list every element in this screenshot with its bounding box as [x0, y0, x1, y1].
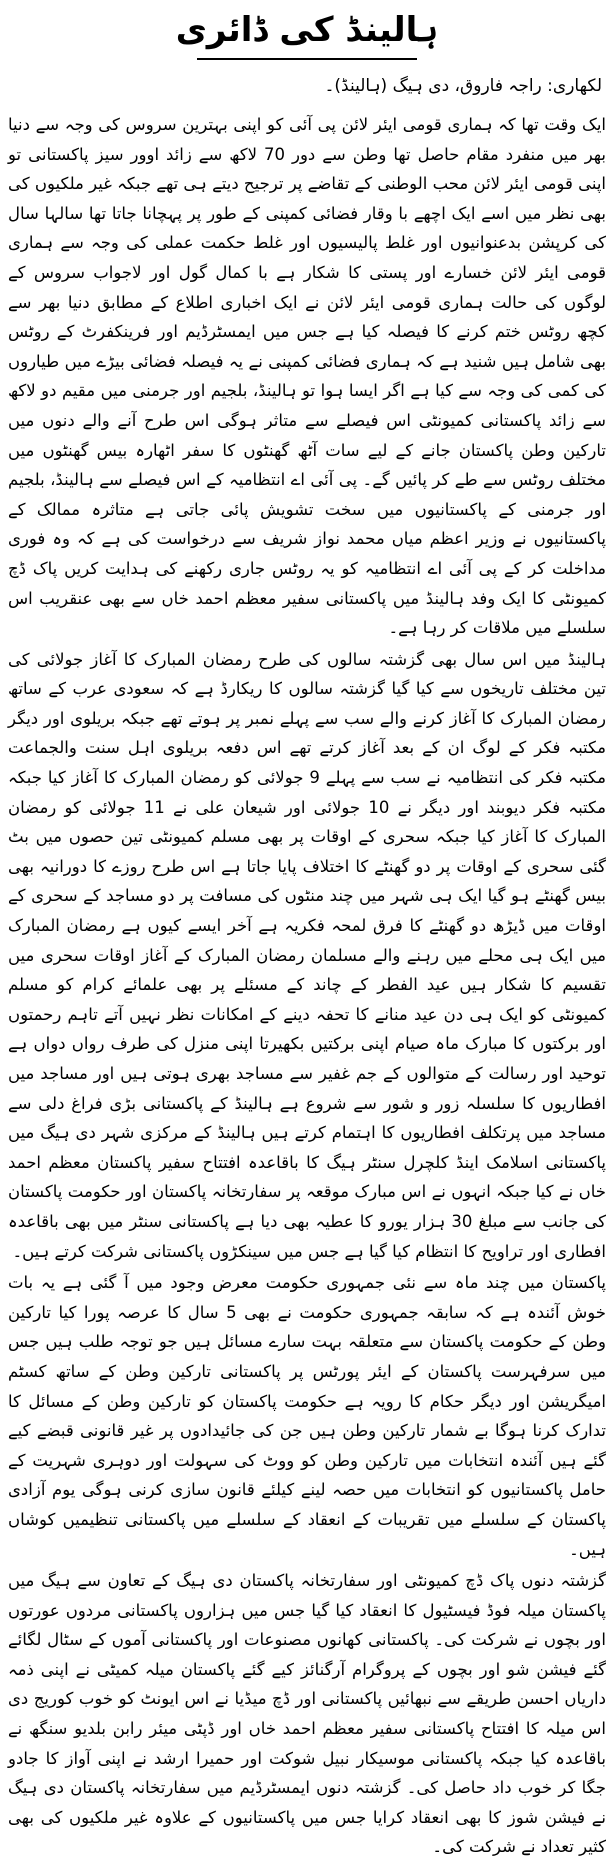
article-byline: لکھاری: راجہ فاروق، دی ہیگ (ہالینڈ)۔	[324, 76, 602, 96]
title-underline	[197, 58, 417, 60]
article-paragraph: ایک وقت تھا کہ ہماری قومی ایئر لائن پی آئی کو اپنی بہترین سروس کی وجہ سے دنیا بھر میں منفرد مقام حاصل تھا وطن سے دور 70 لاکھ سے زائد اوور سیز پاکستانی تو اپنی قومی ایئر لائن محب الوطنی کے تقاضے پر ترجیح دیتے ہی تھے جبکہ غیر ملکیوں کی بھی نظر میں اسے ایک اچھے با وقار فضائی کمپنی کے طور پر پہچانا جاتا تھا سالہا سال کی کرپشن بدعنوانیوں اور غلط پالیسیوں اور غلط حکمت عملی کی وجہ سے ہماری قومی ایئر لائن خسارے اور پستی کا شکار ہے با کمال گول اور لاجواب سروس کے لوگوں کی حالت ہماری قومی ایئر لائن نے ایک اخباری اطلاع کے مطابق دنیا بھر سے کچھ روٹس ختم کرنے کا فیصلہ کیا ہے جس میں ایمسٹرڈیم اور فرینکفرٹ کے روٹس بھی شامل ہیں شنید ہے کہ ہماری فضائی کمپنی نے یہ فیصلہ فضائی بیڑے میں طیاروں کی کمی کی وجہ سے کیا ہے اگر ایسا ہوا تو ہالینڈ، بلجیم اور جرمنی میں مقیم دو لاکھ سے زائد پاکستانی کمیونٹی اس فیصلے سے متاثر ہوگی اس طرح آنے والے دنوں میں تارکین وطن پاکستان جانے کے لیے سات آٹھ گھنٹوں کا سفر اٹھارہ بیس گھنٹوں میں مختلف روٹس سے طے کر پائیں گے۔ پی آئی اے انتظامیہ کے اس فیصلے سے ہالینڈ، بلجیم اور جرمنی کے پاکستانیوں میں سخت تشویش پائی جاتی ہے متاثرہ ممالک کے پاکستانیوں نے وزیر اعظم میاں محمد نواز شریف سے درخواست کی ہے کہ وہ فوری مداخلت کر کے پی آئی اے انتظامیہ کو یہ روٹس جاری رکھنے کی ہدایت کریں پاک ڈچ کمیونٹی کا ایک وفد ہالینڈ میں پاکستانی سفیر معظم احمد خاں سے بھی عنقریب اس سلسلے میں ملاقات کر رہا ہے۔	[8, 115, 607, 638]
article-paragraph: گزشتہ دنوں پاک ڈچ کمیونٹی اور سفارتخانہ پاکستان دی ہیگ کے تعاون سے ہیگ میں پاکستان میلہ فوڈ فیسٹیول کا انعقاد کیا گیا جس میں ہزاروں پاکستانی مردوں عورتوں اور بچوں نے شرکت کی۔ پاکستانی کھانوں مصنوعات اور پاکستانی آموں کے سٹال لگائے گئے فیشن شو اور بچوں کے پروگرام آرگنائز کیے گئے پاکستان میلہ کمیٹی نے اپنی ذمہ داریاں احسن طریقے سے نبھائیں پاکستانی اور ڈچ میڈیا نے اس ایونٹ کو خوب کوریج دی اس میلہ کا افتتاح پاکستانی سفیر معظم احمد خاں اور ڈپٹی میئر رابن بلدیو سنگھ نے باقاعدہ کیا جبکہ پاکستانی موسیکار نبیل شوکت اور حمیرا ارشد نے اپنی آواز کا جادو جگا کر خوب داد حاصل کی۔ گزشتہ دنوں ایمسٹرڈیم میں سفارتخانہ پاکستان دی ہیگ نے فیشن شوز کا بھی انعقاد کرایا جس میں پاکستانیوں کے علاوہ غیر ملکیوں کی بھی کثیر تعداد نے شرکت کی۔	[8, 1571, 606, 1857]
article-body	[6, 110, 608, 1862]
title-block	[6, 4, 608, 64]
article-paragraph: ہالینڈ میں اس سال بھی گزشتہ سالوں کی طرح رمضان المبارک کا آغاز جولائی کی تین مختلف تاریخوں سے کیا گیا گزشتہ سالوں کا ریکارڈ ہے کہ سعودی عرب کے ساتھ رمضان المبارک کا آغاز کرنے والے سب سے پہلے نمبر پر ہوتے تھے جبکہ بریلوی اور دیگر مکتبہ فکر کے لوگ ان کے بعد آغاز کرتے تھے اس دفعہ بریلوی اہل سنت والجماعت مکتبہ فکر کی انتظامیہ نے سب سے پہلے 9 جولائی کو رمضان المبارک کا آغاز کیا جبکہ مکتبہ فکر دیوبند اور دیگر نے 10 جولائی اور شیعان علی نے 11 جولائی کو رمضان المبارک کا آغاز کیا جبکہ سحری کے اوقات پر بھی مسلم کمیونٹی تین حصوں میں بٹ گئی سحری کے اوقات پر دو گھنٹے کا اختلاف پایا جاتا ہے اس طرح روزے کا دورانیہ بھی بیس گھنٹے ہو گیا ایک ہی شہر میں چند منٹوں کی مسافت پر دو مساجد کے سحری کے اوقات میں ڈیڑھ دو گھنٹے کا فرق لمحہ فکریہ ہے آخر ایسے کیوں ہے رمضان المبارک میں ایک ہی محلے میں رہنے والے مسلمان رمضان المبارک کے آغاز اوقات سحری میں تقسیم کا شکار ہیں عید الفطر کے چاند کے مسئلے پر بھی علمائے کرام کو مسلم کمیونٹی کو ایک ہی دن عید منانے کا تحفہ دینے کے امکانات نظر نہیں آتے تاہم رحمتوں اور برکتوں کا مبارک ماہ صیام اپنی برکتیں بکھیرتا اپنی منزل کی طرف رواں دواں ہے توحید اور رسالت کے متوالوں کے جم غفیر سے مساجد بھری ہوتی ہیں اور مساجد میں افطاریوں کا سلسلہ زور و شور سے شروع ہے ہالینڈ کے پاکستانی بڑی فراغ دلی سے مساجد میں پرتکلف افطاریوں کا اہتمام کرتے ہیں ہالینڈ کے مرکزی شہر دی ہیگ میں پاکستانی اسلامک اینڈ کلچرل سنٹر ہیگ کا باقاعدہ افتتاح سفیر پاکستان معظم احمد خاں نے کیا جبکہ انہوں نے اس مبارک موقعہ پر سفارتخانہ پاکستان اور حکومت پاکستان کی جانب سے مبلغ 30 ہزار یورو کا عطیہ بھی دیا ہے پاکستانی سنٹر میں بھی باقاعدہ افطاری اور تراویح کا انتظام کیا گیا ہے جس میں سینکڑوں پاکستانی شرکت کرتے ہیں۔	[8, 649, 606, 1261]
article-paragraph: پاکستان میں چند ماہ سے نئی جمہوری حکومت معرض وجود میں آ گئی ہے یہ بات خوش آئندہ ہے کہ سابقہ جمہوری حکومت نے بھی 5 سال کا عرصہ پورا کیا تارکین وطن کے حکومت پاکستان سے متعلقہ بہت سارے مسائل ہیں جو توجہ طلب ہیں جس میں سرفہرست پاکستان کے ایئر پورٹس پر پاکستانی تارکین وطن کے ساتھ کسٹم امیگریشن اور دیگر حکام کا رویہ ہے حکومت پاکستان کو تارکین وطن کے مسائل کا تدارک کرنا ہوگا بے شمار تارکین وطن ہیں جن کی جائیدادوں پر غیر قانونی قبضے کیے گئے ہیں آئندہ انتخابات میں تارکین وطن کو ووٹ کی سہولت اور دوہری شہریت کے حامل پاکستانیوں کو انتخابات میں حصہ لینے کیلئے قانون سازی کرنی ہوگی یوم آزادی پاکستان کے سلسلے میں تقریبات کے انعقاد کے سلسلے میں پاکستانی تنظیمیں کوشاں ہیں۔	[8, 1273, 606, 1559]
newspaper-column	[6, 4, 608, 1857]
article-title: ہالینڈ کی ڈائری	[175, 10, 439, 50]
